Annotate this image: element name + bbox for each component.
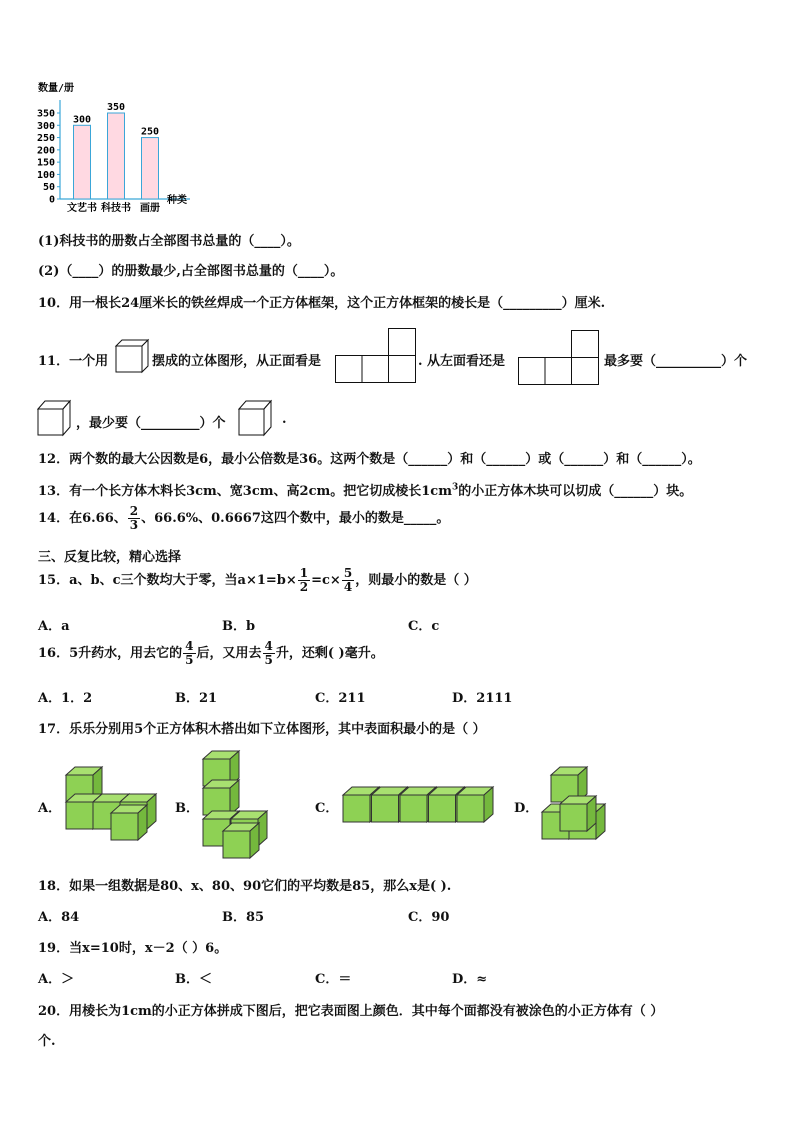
category-label: 文艺书: [67, 203, 97, 214]
q15-option-c[interactable]: C．c: [408, 619, 440, 634]
q19-option-b[interactable]: B．＜: [175, 972, 212, 987]
q13-part-a: 13．有一个长方体木料长3cm、宽3cm、高2cm。把它切成棱长1cm: [38, 484, 452, 499]
q16-part-a: 16．5升药水，用去它的: [38, 646, 183, 661]
q17-option-d[interactable]: D．: [514, 801, 539, 816]
q16-option-a[interactable]: A．1．2: [38, 691, 93, 706]
q15-part-b: =c×: [311, 573, 341, 588]
q20-text: 20．用棱长为1cm的小正方体拼成下图后，把它表面图上颜色．其中每个面都没有被涂色的小正方体有（ ）: [38, 1004, 664, 1019]
q13-sup: 3: [451, 482, 459, 493]
cube-front-face: [372, 795, 399, 822]
y-tick-label: 300: [36, 120, 55, 132]
bar: [108, 113, 125, 199]
q17-cube-figures: [0, 742, 794, 872]
q18-option-b[interactable]: B．85: [222, 910, 265, 925]
cube-front-face: [429, 795, 456, 822]
q15-fraction-2: [342, 567, 354, 594]
q17-option-b[interactable]: B．: [175, 801, 199, 816]
q16-den-2: 5: [264, 653, 273, 667]
q14-fraction: [128, 505, 140, 532]
q11-cube-icon: [112, 338, 152, 378]
fig-d-cube: [560, 796, 596, 831]
q9-part1: (1)科技书的册数占全部图书总量的（____）。: [38, 234, 300, 249]
bar: [142, 138, 159, 199]
q16-option-d[interactable]: D．2111: [452, 691, 513, 706]
y-tick-label: 150: [36, 157, 55, 169]
q14-den: 3: [129, 518, 139, 532]
q14-part-a: 14．在6.66、: [38, 511, 127, 526]
data-label: 350: [106, 102, 126, 113]
q15-option-b[interactable]: B．b: [222, 619, 256, 634]
category-label: 画册: [140, 203, 160, 214]
q15-part-a: 15．a、b、c三个数均大于零，当a×1=b×: [38, 573, 297, 588]
q16-fraction-1: [183, 640, 195, 667]
data-label: 250: [140, 126, 160, 138]
y-axis-label: 数量/册: [38, 83, 75, 94]
cube-front-face: [223, 831, 250, 858]
q16-num-2: 4: [264, 639, 273, 653]
q15-num-2: 5: [343, 566, 353, 580]
q16-fraction-2: [263, 640, 275, 667]
q15-part-c: ，则最小的数是（ ）: [355, 573, 477, 588]
q16-den-1: 5: [185, 653, 194, 667]
q17-option-c[interactable]: C．: [315, 801, 339, 816]
q15-num-1: 1: [299, 566, 309, 580]
q11-text-d: 最多要（__________）个: [604, 354, 748, 369]
q19-option-a[interactable]: A．＞: [38, 972, 75, 987]
q11-front-view: [335, 328, 419, 384]
q10-text: 10．用一根长24厘米长的铁丝焊成一个正方体框架，这个正方体框架的棱长是（_________）厘米.: [38, 296, 606, 311]
q16-text: [38, 640, 384, 667]
q11-text-e: ，最少要（_________）个: [76, 416, 226, 431]
q15-den-2: 4: [343, 580, 353, 594]
fig-b-cube: [203, 780, 239, 815]
y-tick-label: 100: [36, 169, 55, 181]
q11-text-c: . 从左面看还是: [418, 354, 506, 369]
category-label: 科技书: [101, 203, 131, 214]
q15-text: [38, 567, 477, 594]
q12-text: 12．两个数的最大公因数是6，最小公倍数是36。这两个数是（______）和（______）或（______）和（______）。: [38, 452, 701, 467]
q16-option-c[interactable]: C．211: [315, 691, 366, 706]
q17-text: 17．乐乐分别用5个正方体积木搭出如下立体图形，其中表面积最小的是（ ）: [38, 722, 486, 737]
bar: [74, 125, 91, 199]
y-tick-label: 250: [36, 133, 55, 145]
y-tick-label: 200: [36, 145, 55, 157]
q18-option-c[interactable]: C．90: [408, 910, 450, 925]
q16-part-c: 升，还剩( )毫升。: [275, 646, 384, 661]
cube-front-face: [560, 804, 587, 831]
q11-cube-icon-2: [36, 399, 76, 439]
q11-left-view: [518, 330, 602, 386]
q13-text: [38, 480, 692, 499]
q17-option-a[interactable]: A．: [38, 801, 62, 816]
fig-c-cube: [457, 787, 493, 822]
cube-front-face: [400, 795, 427, 822]
y-tick-label: 350: [36, 108, 55, 120]
cube-front-face: [457, 795, 484, 822]
q11-text-a: 11．一个用: [38, 354, 109, 369]
q14-num: 2: [129, 504, 139, 518]
q15-den-1: 2: [299, 580, 309, 594]
q11-text-b: 摆成的立体图形，从正面看是: [152, 354, 322, 369]
cube-front-face: [111, 813, 138, 840]
q14-part-b: 、66.6%、0.6667这四个数中，最小的数是_____。: [141, 511, 450, 526]
section-3-heading: 三、反复比较，精心选择: [38, 550, 182, 565]
q16-num-1: 4: [185, 639, 194, 653]
q16-option-b[interactable]: B．21: [175, 691, 218, 706]
q15-fraction-1: [298, 567, 310, 594]
q19-text: 19．当x=10时，x－2（ ）6。: [38, 941, 228, 956]
q18-option-a[interactable]: A．84: [38, 910, 80, 925]
cube-front-face: [66, 802, 93, 829]
y-tick-label: 50: [42, 182, 55, 194]
q16-part-b: 后，又用去: [196, 646, 262, 661]
fig-a-cube: [111, 805, 147, 840]
q19-option-d[interactable]: D．≈: [452, 972, 488, 987]
q11-text-f: .: [282, 412, 287, 427]
cube-front-face: [343, 795, 370, 822]
data-label: 300: [72, 114, 92, 126]
q20-text-cont: 个.: [38, 1034, 56, 1049]
q19-option-c[interactable]: C．＝: [315, 972, 352, 987]
q15-option-a[interactable]: A．a: [38, 619, 70, 634]
fig-b-cube: [223, 823, 259, 858]
q11-cube-icon-3: [237, 399, 277, 439]
q9-part2: (2)（____）的册数最少,占全部图书总量的（____）。: [38, 264, 344, 279]
x-axis-label: 种类: [167, 195, 187, 206]
q14-text: [38, 505, 449, 532]
y-tick-label: 0: [48, 194, 55, 206]
q13-part-b: 的小正方体木块可以切成（______）块。: [458, 484, 693, 499]
q18-text: 18．如果一组数据是80、x、80、90它们的平均数是85，那么x是( ).: [38, 879, 452, 894]
bar-chart: [30, 78, 230, 218]
